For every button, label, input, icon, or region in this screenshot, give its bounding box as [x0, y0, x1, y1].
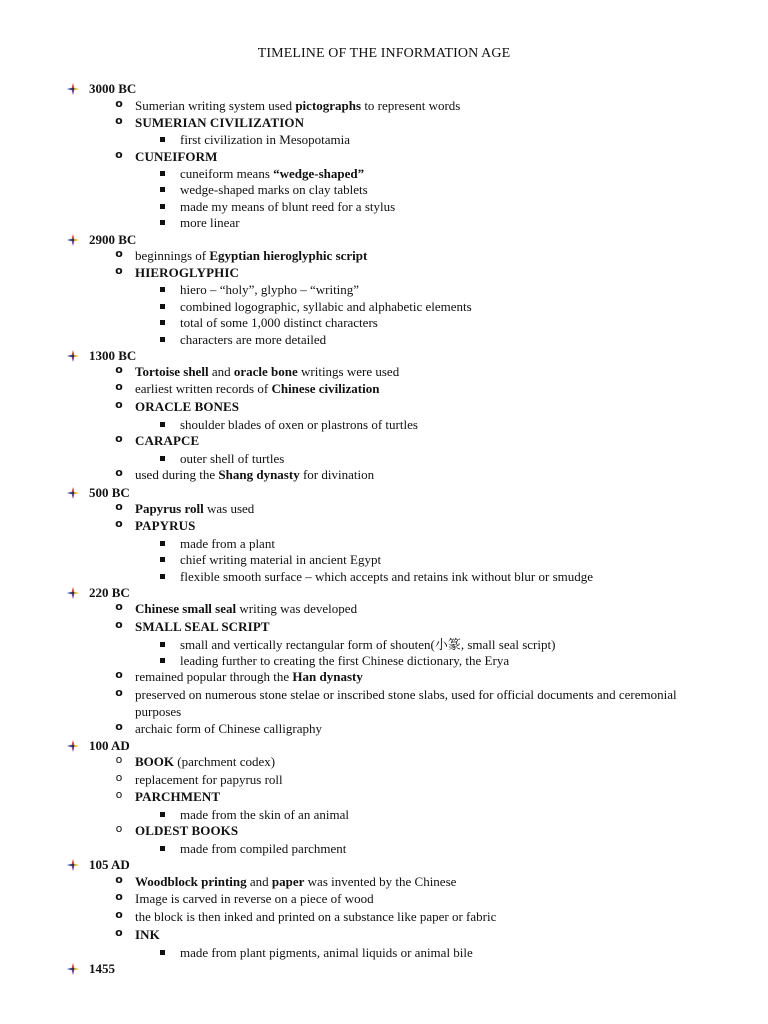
- bold-text: Chinese small seal: [135, 601, 237, 616]
- text-run: small and vertically rectangular form of shouten(小篆, small seal script): [180, 637, 556, 652]
- circle-bullet-icon: o: [115, 246, 123, 260]
- text-run: wedge-shaped marks on clay tablets: [180, 182, 368, 197]
- line-text: [135, 265, 239, 280]
- detail-item: [180, 636, 555, 653]
- text-run: preserved on numerous stone stelae or inscribed stone slabs, used for official documents and ceremonial: [135, 687, 677, 702]
- topic-heading: [115, 397, 240, 415]
- topic-item: [115, 719, 322, 737]
- text-run: Sumerian writing system used: [135, 98, 296, 113]
- line-text: [89, 738, 130, 753]
- line-text: [180, 299, 472, 314]
- line-text: [180, 807, 349, 822]
- timeline-year-heading: [89, 737, 130, 754]
- text-run: made from a plant: [180, 536, 275, 551]
- square-bullet-icon: [156, 553, 168, 565]
- text-run: was used: [203, 501, 255, 516]
- detail-item: [180, 551, 381, 568]
- line-text: [135, 704, 181, 719]
- line-text: [135, 364, 399, 379]
- text-run: 3000 BC: [89, 81, 137, 96]
- bold-text: Woodblock printing: [135, 874, 247, 889]
- circle-bullet-icon: o: [115, 770, 123, 784]
- circle-bullet-icon: o: [115, 667, 123, 681]
- topic-item: [115, 770, 283, 788]
- document-title: TIMELINE OF THE INFORMATION AGE: [257, 46, 511, 61]
- circle-bullet-icon: o: [115, 599, 123, 613]
- topic-item: [115, 96, 461, 114]
- timeline-year-heading: [89, 347, 136, 364]
- line-text: [135, 909, 496, 924]
- text-run: 105 AD: [89, 857, 130, 872]
- text-run: was invented by the Chinese: [304, 874, 457, 889]
- text-run: used during the: [135, 467, 219, 482]
- topic-item: [115, 599, 358, 617]
- circle-bullet-icon: o: [115, 617, 123, 631]
- four-point-star-bullet-icon: [67, 234, 79, 246]
- detail-item: [180, 568, 593, 585]
- bold-text: Tortoise shell: [135, 364, 209, 379]
- timeline-year-heading: [89, 80, 136, 97]
- text-run: more linear: [180, 215, 240, 230]
- circle-bullet-icon: o: [115, 685, 123, 699]
- text-run: 100 AD: [89, 738, 130, 753]
- circle-bullet-icon: o: [115, 96, 123, 110]
- line-text: [135, 248, 367, 263]
- circle-bullet-icon: o: [115, 925, 123, 939]
- text-run: cuneiform means: [180, 166, 274, 181]
- line-text: [135, 669, 363, 684]
- text-run: 1455: [89, 961, 115, 976]
- text-run: SMALL SEAL SCRIPT: [135, 619, 270, 634]
- detail-item: [180, 416, 418, 433]
- topic-heading: [115, 516, 196, 534]
- timeline-year-heading: [89, 584, 130, 601]
- detail-item: [180, 806, 349, 823]
- bold-text: oracle bone: [233, 364, 298, 379]
- line-text: [135, 874, 456, 889]
- line-text: [89, 485, 130, 500]
- topic-item: [115, 907, 497, 925]
- text-run: writing was developed: [236, 601, 358, 616]
- text-run: and: [246, 874, 272, 889]
- text-run: 2900 BC: [89, 232, 137, 247]
- square-bullet-icon: [156, 452, 168, 464]
- text-run: for divination: [299, 467, 375, 482]
- line-text: [135, 399, 239, 414]
- bold-text: pictographs: [295, 98, 362, 113]
- text-run: archaic form of Chinese calligraphy: [135, 721, 322, 736]
- text-run: flexible smooth surface – which accepts and retains ink without blur or smudge: [180, 569, 594, 584]
- text-run: and: [208, 364, 234, 379]
- circle-bullet-icon: o: [115, 516, 123, 530]
- topic-item: [115, 362, 400, 380]
- line-text: [180, 653, 509, 668]
- detail-item: [180, 314, 378, 331]
- topic-item: [115, 246, 368, 264]
- text-run: made from compiled parchment: [180, 841, 347, 856]
- line-text: [180, 552, 381, 567]
- detail-item: [180, 181, 368, 198]
- text-run: hiero – “holy”, glypho – “writing”: [180, 282, 360, 297]
- detail-item: [180, 298, 472, 315]
- square-bullet-icon: [156, 183, 168, 195]
- line-text: [89, 857, 130, 872]
- text-run: beginnings of: [135, 248, 210, 263]
- detail-item: [180, 944, 473, 961]
- circle-bullet-icon: o: [115, 907, 123, 921]
- square-bullet-icon: [156, 200, 168, 212]
- square-bullet-icon: [156, 316, 168, 328]
- line-text: [135, 381, 379, 396]
- text-run: INK: [135, 927, 160, 942]
- line-text: [135, 619, 270, 634]
- square-bullet-icon: [156, 808, 168, 820]
- square-bullet-icon: [156, 946, 168, 958]
- line-text: [180, 315, 378, 330]
- topic-heading: [115, 431, 200, 449]
- circle-bullet-icon: o: [115, 431, 123, 445]
- square-bullet-icon: [156, 638, 168, 650]
- line-text: [135, 467, 374, 482]
- topic-heading: [115, 113, 305, 131]
- circle-bullet-icon: o: [115, 889, 123, 903]
- topic-item: [115, 465, 375, 483]
- line-text: [135, 115, 304, 130]
- topic-item: [115, 872, 457, 890]
- bold-text: Egyptian hieroglyphic script: [209, 248, 368, 263]
- line-text: [89, 232, 136, 247]
- line-text: [180, 841, 346, 856]
- four-point-star-bullet-icon: [67, 350, 79, 362]
- bold-text: BOOK: [135, 754, 175, 769]
- detail-item: [180, 165, 364, 182]
- text-run: (parchment codex): [174, 754, 276, 769]
- text-run: earliest written records of: [135, 381, 272, 396]
- line-text: [135, 891, 374, 906]
- four-point-star-bullet-icon: [67, 963, 79, 975]
- line-text: [135, 501, 254, 516]
- line-text: [180, 166, 364, 181]
- timeline-year-heading: [89, 231, 136, 248]
- square-bullet-icon: [156, 133, 168, 145]
- line-text: [135, 687, 677, 702]
- circle-bullet-icon: o: [115, 872, 123, 886]
- bold-text: paper: [271, 874, 305, 889]
- detail-item: [180, 840, 346, 857]
- topic-item: [115, 752, 276, 770]
- bold-text: Papyrus roll: [135, 501, 204, 516]
- text-run: made my means of blunt reed for a stylus: [180, 199, 396, 214]
- line-text: [89, 585, 130, 600]
- text-run: CARAPCE: [135, 433, 200, 448]
- topic-item: [115, 499, 255, 517]
- text-run: purposes: [135, 704, 182, 719]
- line-text: [135, 98, 460, 113]
- text-run: 500 BC: [89, 485, 130, 500]
- detail-item: [180, 652, 509, 669]
- text-run: shoulder blades of oxen or plastrons of turtles: [180, 417, 418, 432]
- circle-bullet-icon: o: [115, 147, 123, 161]
- square-bullet-icon: [156, 216, 168, 228]
- timeline-year-heading: [89, 484, 130, 501]
- line-text: [135, 518, 195, 533]
- detail-item: [180, 214, 240, 231]
- text-run: made from the skin of an animal: [180, 807, 349, 822]
- text-run: SUMERIAN CIVILIZATION: [135, 115, 305, 130]
- circle-bullet-icon: o: [115, 379, 123, 393]
- text-run: to represent words: [361, 98, 461, 113]
- line-text: [135, 721, 322, 736]
- circle-bullet-icon: o: [115, 752, 123, 766]
- text-run: outer shell of turtles: [180, 451, 285, 466]
- text-run: ORACLE BONES: [135, 399, 240, 414]
- topic-heading: [115, 787, 221, 805]
- circle-bullet-icon: o: [115, 719, 123, 733]
- circle-bullet-icon: o: [115, 821, 123, 835]
- line-text: [89, 348, 136, 363]
- line-text: [180, 945, 473, 960]
- four-point-star-bullet-icon: [67, 487, 79, 499]
- text-run: 1300 BC: [89, 348, 137, 363]
- square-bullet-icon: [156, 283, 168, 295]
- line-text: [135, 823, 238, 838]
- text-run: the block is then inked and printed on a substance like paper or fabric: [135, 909, 497, 924]
- text-run: writings were used: [297, 364, 400, 379]
- square-bullet-icon: [156, 418, 168, 430]
- line-text: [180, 182, 368, 197]
- bold-text: Han dynasty: [292, 669, 363, 684]
- text-run: replacement for papyrus roll: [135, 772, 283, 787]
- circle-bullet-icon: o: [115, 362, 123, 376]
- detail-item: [180, 131, 350, 148]
- text-run: HIEROGLYPHIC: [135, 265, 240, 280]
- topic-item: [115, 685, 677, 703]
- line-text: [180, 417, 418, 432]
- topic-heading: [115, 147, 218, 165]
- four-point-star-bullet-icon: [67, 859, 79, 871]
- bold-text: Shang dynasty: [218, 467, 300, 482]
- circle-bullet-icon: o: [115, 499, 123, 513]
- line-text: [180, 536, 275, 551]
- line-text: [135, 601, 357, 616]
- line-text: [180, 637, 555, 652]
- square-bullet-icon: [156, 570, 168, 582]
- text-run: PARCHMENT: [135, 789, 221, 804]
- circle-bullet-icon: o: [115, 397, 123, 411]
- line-text: [135, 754, 275, 769]
- circle-bullet-icon: o: [115, 465, 123, 479]
- line-text: [135, 149, 218, 164]
- line-text: [180, 132, 350, 147]
- detail-item: [180, 450, 284, 467]
- topic-heading: [115, 263, 240, 281]
- text-run: characters are more detailed: [180, 332, 327, 347]
- text-run: leading further to creating the first Chinese dictionary, the Erya: [180, 653, 510, 668]
- line-text: [180, 569, 593, 584]
- line-text: [135, 433, 199, 448]
- detail-item: [180, 281, 359, 298]
- topic-item: [115, 667, 363, 685]
- text-run: combined logographic, syllabic and alphabetic elements: [180, 299, 472, 314]
- text-run: made from plant pigments, animal liquids or animal bile: [180, 945, 473, 960]
- line-text: [89, 81, 136, 96]
- text-run: chief writing material in ancient Egypt: [180, 552, 382, 567]
- line-text: [180, 332, 326, 347]
- text-run: CUNEIFORM: [135, 149, 218, 164]
- detail-item: [180, 331, 326, 348]
- line-text: [135, 789, 220, 804]
- detail-item: [180, 535, 275, 552]
- square-bullet-icon: [156, 842, 168, 854]
- bold-text: “wedge-shaped”: [273, 166, 365, 181]
- detail-item: [180, 198, 395, 215]
- topic-item: [115, 379, 380, 397]
- text-run: OLDEST BOOKS: [135, 823, 239, 838]
- topic-heading: [115, 617, 270, 635]
- four-point-star-bullet-icon: [67, 83, 79, 95]
- text-run: remained popular through the: [135, 669, 293, 684]
- timeline-year-heading: [89, 960, 115, 977]
- circle-bullet-icon: o: [115, 787, 123, 801]
- line-text: [180, 199, 395, 214]
- text-run: 220 BC: [89, 585, 130, 600]
- circle-bullet-icon: o: [115, 113, 123, 127]
- four-point-star-bullet-icon: [67, 740, 79, 752]
- line-text: [180, 451, 284, 466]
- timeline-year-heading: [89, 856, 130, 873]
- line-text: [135, 772, 283, 787]
- square-bullet-icon: [156, 300, 168, 312]
- bold-text: Chinese civilization: [271, 381, 380, 396]
- line-text: [180, 215, 240, 230]
- line-text: [180, 282, 359, 297]
- topic-heading: [115, 925, 160, 943]
- text-run: total of some 1,000 distinct characters: [180, 315, 378, 330]
- square-bullet-icon: [156, 167, 168, 179]
- line-text: [89, 961, 115, 976]
- circle-bullet-icon: o: [115, 263, 123, 277]
- square-bullet-icon: [156, 333, 168, 345]
- square-bullet-icon: [156, 537, 168, 549]
- text-run: first civilization in Mesopotamia: [180, 132, 351, 147]
- square-bullet-icon: [156, 654, 168, 666]
- text-run: Image is carved in reverse on a piece of wood: [135, 891, 374, 906]
- line-text: [135, 927, 160, 942]
- topic-item: [115, 889, 374, 907]
- continuation-line: [135, 703, 181, 720]
- text-run: PAPYRUS: [135, 518, 196, 533]
- four-point-star-bullet-icon: [67, 587, 79, 599]
- topic-heading: [115, 821, 239, 839]
